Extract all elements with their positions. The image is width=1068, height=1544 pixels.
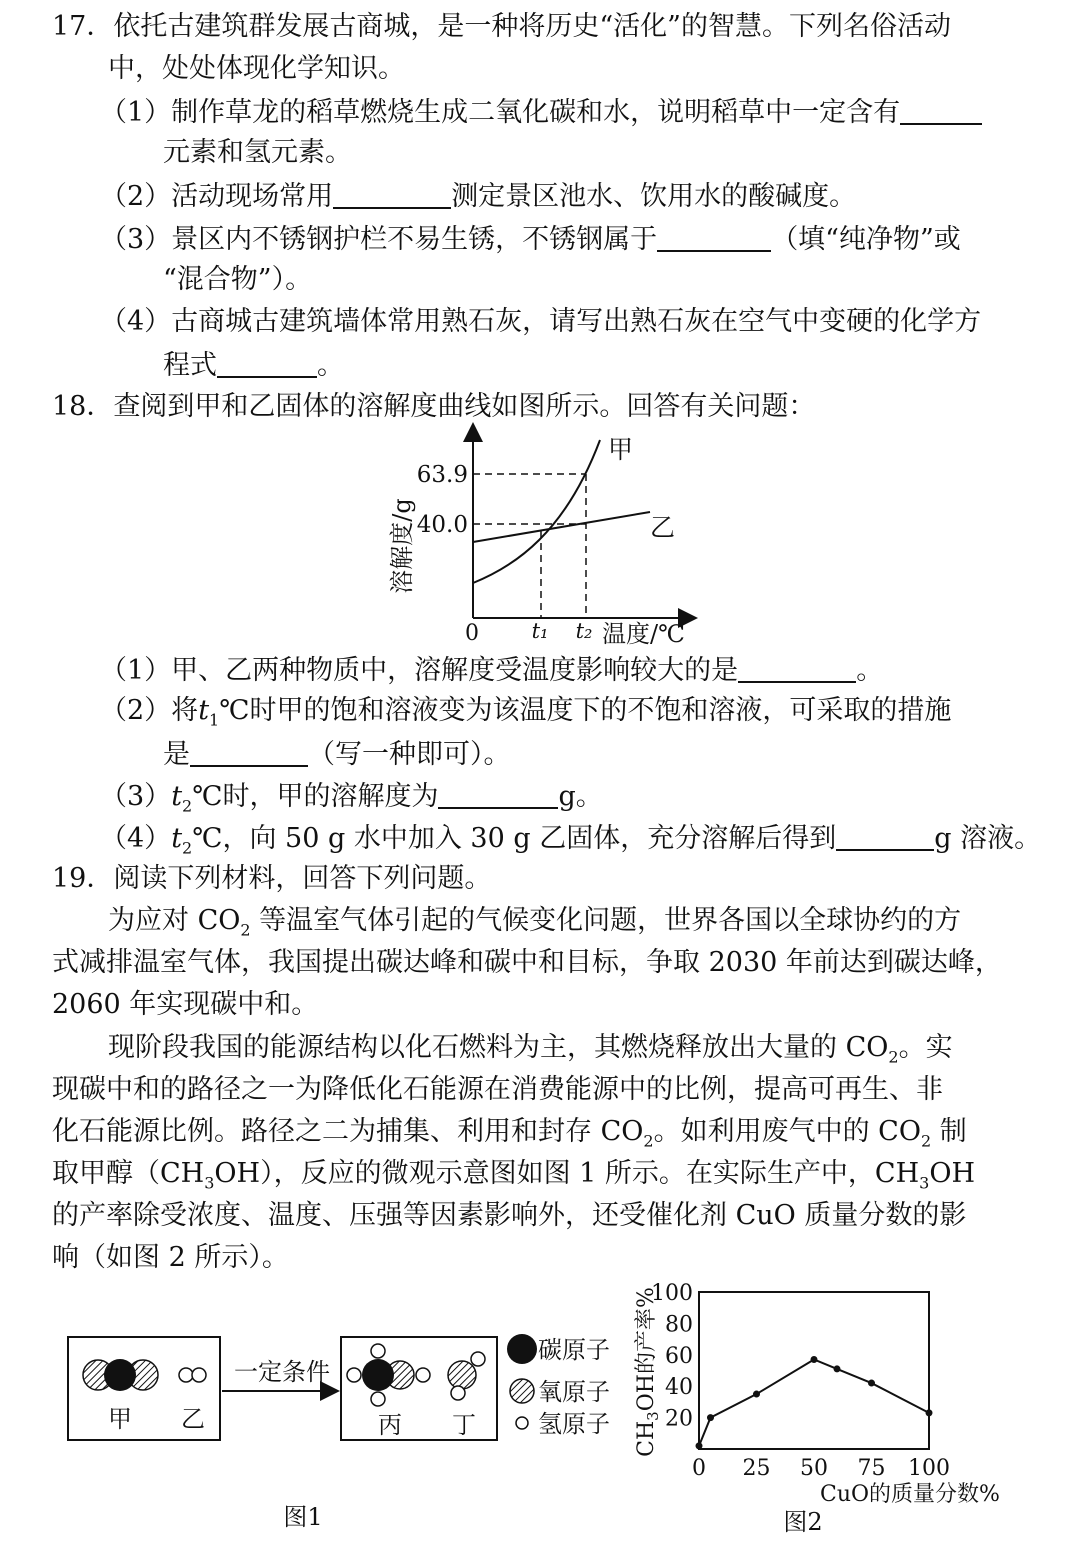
yield-data-point xyxy=(811,1356,818,1363)
yield-xtick-label: 100 xyxy=(908,1456,950,1481)
q17-part2-text-a: （2）活动现场常用 xyxy=(100,181,334,212)
q18-part2-text-c: 是 xyxy=(163,739,190,770)
figure2-yield-chart xyxy=(625,1268,1045,1540)
solubility-ylabel: 溶解度/g xyxy=(388,498,416,594)
text: OH），反应的微观示意图如图 1 所示。在实际生产中，CH xyxy=(214,1158,920,1189)
q19-stem: 19．阅读下列材料，回答下列问题。 xyxy=(52,863,492,894)
q18-part3-text-b: ℃时，甲的溶解度为 xyxy=(192,781,439,812)
ytick-40: 40.0 xyxy=(416,512,468,538)
text: OH xyxy=(929,1158,976,1189)
yield-xtick-label: 0 xyxy=(692,1456,706,1481)
text: 。如利用废气中的 CO xyxy=(653,1116,921,1147)
yield-ytick-label: 80 xyxy=(665,1312,693,1338)
yield-xlabel: CuO的质量分数% xyxy=(820,1482,1000,1507)
label-ding: 丁 xyxy=(452,1411,476,1439)
label-bing: 丙 xyxy=(378,1411,402,1439)
ylabel-sub: 3 xyxy=(644,1411,662,1421)
yield-ytick-label: 60 xyxy=(665,1343,693,1369)
subscript: 2 xyxy=(888,1047,899,1067)
yield-xtick-label: 50 xyxy=(800,1456,828,1481)
var-t-sub: 2 xyxy=(182,838,193,858)
answer-blank[interactable] xyxy=(438,781,558,809)
q18-part4-text-c: g 溶液。 xyxy=(934,823,1042,854)
curve-jia xyxy=(473,440,600,583)
var-t-sub: 1 xyxy=(209,710,220,730)
q18-part4-text-a: （4） xyxy=(100,823,172,854)
label-jia: 甲 xyxy=(108,1405,132,1433)
text: 制 xyxy=(931,1116,967,1147)
var-t: t xyxy=(171,781,183,812)
q17-stem-line1: 17．依托古建筑群发展古商城，是一种将历史“活化”的智慧。下列名俗活动 xyxy=(52,11,951,42)
q19-para2-line5: 的产率除受浓度、温度、压强等因素影响外，还受催化剂 CuO 质量分数的影 xyxy=(52,1200,967,1231)
text: 等温室气体引起的气候变化问题，世界各国以全球协约的方 xyxy=(250,905,962,936)
curve-yi xyxy=(473,512,650,542)
text: 现阶段我国的能源结构以化石燃料为主，其燃烧释放出大量的 CO xyxy=(108,1032,889,1063)
legend-hydrogen xyxy=(516,1410,610,1438)
q17-part1-text: （1）制作草龙的稻草燃烧生成二氧化碳和水，说明稻草中一定含有 xyxy=(100,97,901,128)
ch3oh-molecule xyxy=(347,1344,430,1406)
q19-para1-line2: 式减排温室气体，我国提出碳达峰和碳中和目标，争取 2030 年前达到碳达峰， xyxy=(52,947,1002,978)
q19-para2-line4 xyxy=(52,1160,975,1191)
figure1-reaction-diagram xyxy=(60,1325,630,1540)
yield-xtick-label: 25 xyxy=(742,1456,771,1481)
answer-blank[interactable] xyxy=(190,739,308,767)
legend-carbon-label: 碳原子 xyxy=(538,1336,610,1364)
label-yi: 乙 xyxy=(181,1405,205,1433)
q17-part2-text-b: 测定景区池水、饮用水的酸碱度。 xyxy=(451,181,857,212)
origin-label: 0 xyxy=(465,621,479,646)
yield-ylabel xyxy=(634,1287,662,1457)
q17-part2 xyxy=(100,181,856,210)
answer-blank[interactable] xyxy=(836,823,934,851)
yield-data-point xyxy=(696,1442,703,1449)
subscript: 2 xyxy=(920,1131,932,1151)
yield-data-point xyxy=(926,1409,933,1416)
yield-ytick-label: 100 xyxy=(651,1281,693,1306)
yield-ytick-label: 20 xyxy=(665,1406,693,1432)
q17-part1-line2: 元素和氢元素。 xyxy=(163,137,352,168)
ytick-63-9: 63.9 xyxy=(416,462,468,488)
ylabel-part: CH xyxy=(634,1420,659,1457)
q18-part1-text-a: （1）甲、乙两种物质中，溶解度受温度影响较大的是 xyxy=(100,655,739,686)
subscript: 2 xyxy=(240,920,251,940)
q18-part2-line1 xyxy=(100,697,951,728)
q17-part4-text-b: 。 xyxy=(317,350,344,381)
q19-para1-line1 xyxy=(108,907,961,938)
legend-oxygen xyxy=(510,1378,610,1406)
yield-ytick-label: 40 xyxy=(665,1375,693,1401)
q17-part4-line2 xyxy=(163,350,344,379)
subscript: 3 xyxy=(204,1173,215,1193)
xtick-t1: t₁ xyxy=(531,619,549,643)
yield-series-line xyxy=(699,1360,929,1446)
figure2-caption: 图2 xyxy=(783,1508,823,1536)
q17-part4-text-a: 程式 xyxy=(163,350,217,381)
text: 为应对 CO xyxy=(108,905,241,936)
var-t-sub: 2 xyxy=(182,796,193,816)
q17-stem-line2: 中，处处体现化学知识。 xyxy=(108,53,405,84)
q19-para2-line6: 响（如图 2 所示）。 xyxy=(52,1242,289,1273)
figure1-caption: 图1 xyxy=(283,1503,323,1531)
yield-data-point xyxy=(868,1380,875,1387)
var-t: t xyxy=(171,823,183,854)
yield-xtick-label: 75 xyxy=(857,1456,886,1481)
q17-part1-line1 xyxy=(100,97,982,126)
q18-part1-text-b: 。 xyxy=(856,655,884,686)
q18-part4-text-b: ℃，向 50 g 水中加入 30 g 乙固体，充分溶解后得到 xyxy=(192,823,837,854)
yield-plot-frame xyxy=(699,1292,929,1449)
text: 。实 xyxy=(898,1032,953,1063)
yield-data-point xyxy=(707,1414,714,1421)
solubility-chart xyxy=(380,418,710,650)
ylabel-part: OH的产率% xyxy=(634,1287,659,1412)
q18-part4 xyxy=(100,823,1041,856)
q17-part3-line2: “混合物”）。 xyxy=(163,264,313,295)
subscript: 2 xyxy=(643,1131,654,1151)
text: 取甲醇（CH xyxy=(52,1158,205,1189)
q17-part3-text-b: （填“纯净物”或 xyxy=(771,224,961,255)
q18-stem: 18．查阅到甲和乙固体的溶解度曲线如图所示。回答有关问题： xyxy=(52,391,816,422)
xtick-t2: t₂ xyxy=(575,619,593,643)
q19-para1-line3: 2060 年实现碳中和。 xyxy=(52,989,319,1020)
q18-part2-text-a: （2）将 xyxy=(100,695,199,726)
q18-part3 xyxy=(100,781,603,814)
answer-blank[interactable] xyxy=(333,181,451,209)
q19-para2-line1 xyxy=(108,1034,953,1065)
h2-molecule xyxy=(179,1368,206,1382)
var-t: t xyxy=(198,695,210,726)
reaction-condition: 一定条件 xyxy=(234,1358,330,1386)
co2-molecule xyxy=(83,1359,158,1391)
solubility-xlabel: 温度/℃ xyxy=(602,620,685,648)
q19-para2-line3 xyxy=(52,1118,967,1149)
yield-data-point xyxy=(753,1391,760,1398)
q18-part2-line2 xyxy=(163,739,511,768)
yield-data-point xyxy=(834,1365,841,1372)
legend-hydrogen-label: 氢原子 xyxy=(538,1410,610,1438)
q18-part2-text-d: （写一种即可）。 xyxy=(308,739,511,770)
answer-blank[interactable] xyxy=(900,97,982,125)
q18-part1 xyxy=(100,655,883,684)
q18-part3-text-c: g。 xyxy=(558,781,603,812)
answer-blank[interactable] xyxy=(657,224,771,252)
q18-part3-text-a: （3） xyxy=(100,781,172,812)
legend-oxygen-label: 氧原子 xyxy=(538,1378,610,1406)
answer-blank[interactable] xyxy=(217,350,317,378)
answer-blank[interactable] xyxy=(738,655,856,683)
text: 化石能源比例。路径之二为捕集、利用和封存 CO xyxy=(52,1116,644,1147)
q17-part3-text-a: （3）景区内不锈钢护栏不易生锈，不锈钢属于 xyxy=(100,224,658,255)
q17-part4-line1: （4）古商城古建筑墙体常用熟石灰，请写出熟石灰在空气中变硬的化学方 xyxy=(100,306,982,337)
q19-para2-line2: 现碳中和的路径之一为降低化石能源在消费能源中的比例，提高可再生、非 xyxy=(52,1074,943,1105)
legend-carbon xyxy=(507,1334,610,1364)
q18-part2-text-b: ℃时甲的饱和溶液变为该温度下的不饱和溶液，可采取的措施 xyxy=(219,695,952,726)
series-label-jia: 甲 xyxy=(608,435,634,464)
subscript: 3 xyxy=(919,1173,930,1193)
q17-part3-line1 xyxy=(100,224,961,253)
h2o-molecule xyxy=(448,1352,485,1400)
series-label-yi: 乙 xyxy=(650,513,676,542)
